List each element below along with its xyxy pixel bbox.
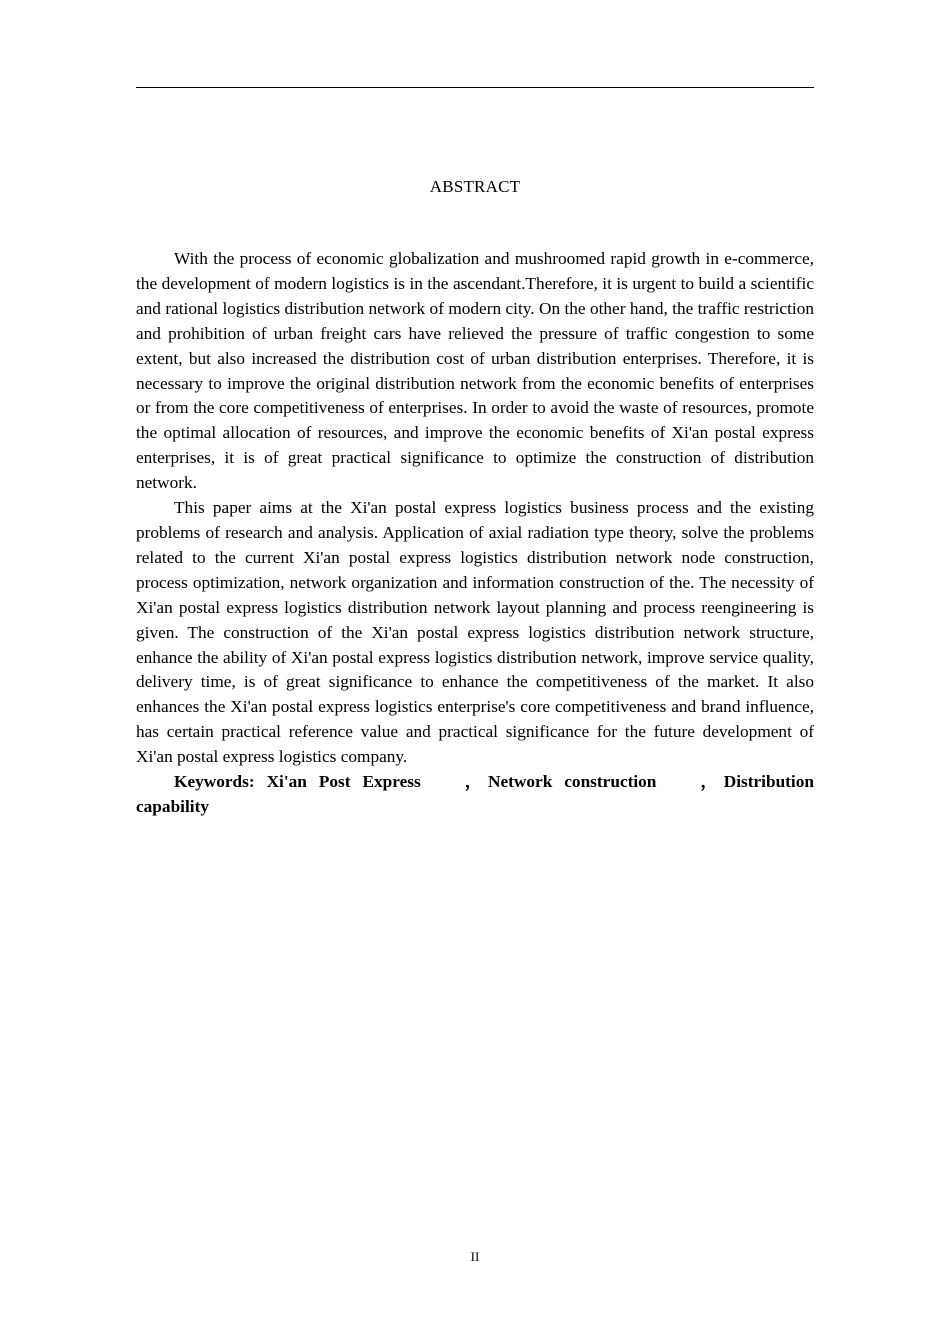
abstract-paragraph-2: This paper aims at the Xi'an postal express logistics business process and the existing problems of research and analysis. Application of axial radiation type theory, solve the problems related to the current Xi'an postal express logistics distribution network node construction, process optimization, network organization and information construction of the. The necessity of Xi'an postal express logistics distribution network layout planning and process reengineering is given. The construction of the Xi'an postal express logistics distribution network structure, enhance the ability of Xi'an postal express logistics distribution network, improve service quality, delivery time, is of great significance to enhance the competitiveness of the market. It also enhances the Xi'an postal express logistics enterprise's core competitiveness and brand influence, has certain practical reference value and practical significance for the future development of Xi'an postal express logistics company. <box>136 498 814 767</box>
keyword-item: Xi'an Post Express <box>266 772 421 792</box>
page-number: II <box>470 1249 480 1264</box>
keyword-separator: ， <box>700 772 718 792</box>
header-rule <box>136 87 814 88</box>
abstract-paragraph-1: With the process of economic globalization and mushroomed rapid growth in e-commerce, the development of modern logistics is in the ascendant.Therefore, it is urgent to build a scientific and rational logistics distribution network of modern city. On the other hand, the traffic restriction and prohibition of urban freight cars have relieved the pressure of traffic congestion to some extent, but also increased the distribution cost of urban distribution enterprises. Therefore, it is necessary to improve the original distribution network from the economic benefits of enterprises or from the core competitiveness of enterprises. In order to avoid the waste of resources, promote the optimal allocation of resources, and improve the economic benefits of Xi'an postal express enterprises, it is of great practical significance to optimize the construction of distribution network. <box>136 249 814 493</box>
keyword-item: Network construction <box>488 772 657 792</box>
keyword-item: Distribution capability <box>136 772 814 816</box>
keyword-separator: ， <box>464 772 483 792</box>
keywords-line <box>136 770 814 820</box>
keywords-label: Keywords: <box>174 772 255 792</box>
abstract-title: ABSTRACT <box>429 177 521 196</box>
abstract-body <box>136 247 814 820</box>
